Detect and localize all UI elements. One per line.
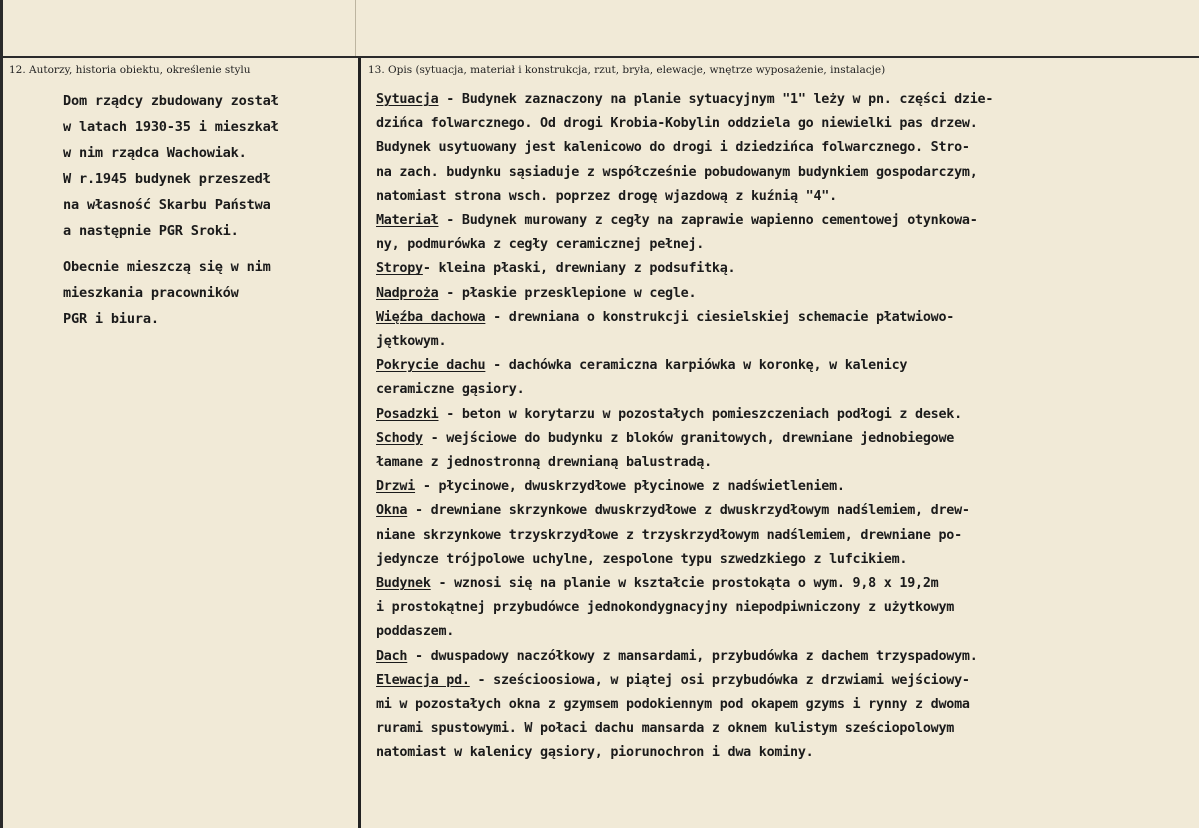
section-12-header: 12. Autorzy, historia obiektu, określenie stylu — [9, 64, 251, 76]
history-line: Obecnie mieszczą się w nim — [63, 259, 271, 275]
description-body: - drewniane skrzynkowe dwuskrzydłowe z dwuskrzydłowym nadślemiem, drew- — [407, 503, 970, 519]
section-label: Schody — [376, 430, 423, 446]
description-body: - kleina płaski, drewniany z podsufitką. — [422, 261, 736, 277]
section-label: Pokrycie dachu — [376, 358, 486, 374]
description-body: na zach. budynku sąsiaduje z współcześnie pobudowanym budynkiem gospodarczym, — [376, 164, 978, 180]
description-body: rurami spustowymi. W połaci dachu mansarda z oknem kulistym sześciopolowym — [376, 721, 955, 737]
section-label: Więźba dachowa — [376, 309, 486, 325]
description-line — [376, 717, 1166, 741]
section-label: Drzwi — [376, 479, 416, 495]
section-label: Stropy — [376, 261, 423, 277]
top-divider-tick — [355, 0, 356, 57]
header-rule — [0, 56, 1199, 58]
description-line — [376, 306, 1166, 330]
description-body: - beton w korytarzu w pozostałych pomieszczeniach podłogi z desek. — [438, 406, 962, 422]
description-line — [376, 257, 1166, 281]
history-line: a następnie PGR Sroki. — [63, 223, 239, 239]
section-label: Okna — [376, 503, 408, 519]
description-body: ceramiczne gąsiory. — [376, 382, 525, 398]
section-label: Sytuacja — [376, 92, 439, 107]
description-body: - Budynek zaznaczony na planie sytuacyjnym "1" leży w pn. części dzie- — [438, 92, 994, 107]
section-13-header: 13. Opis (sytuacja, materiał i konstrukcja, rzut, bryła, elewacje, wnętrze wyposażenie, instalacje) — [368, 64, 886, 76]
description-line — [376, 330, 1166, 354]
description-line — [376, 693, 1166, 717]
history-line: W r.1945 budynek przeszedł — [63, 171, 271, 187]
history-line: PGR i biura. — [63, 311, 159, 327]
section-label: Nadproża — [376, 285, 439, 301]
history-paragraph-2 — [63, 254, 348, 332]
history-text — [63, 88, 348, 332]
section-label: Posadzki — [376, 406, 439, 422]
description-body: łamane z jednostronną drewnianą balustradą. — [376, 455, 712, 471]
description-body: natomiast w kalenicy gąsiory, piorunochron i dwa kominy. — [376, 745, 814, 761]
description-line — [376, 354, 1166, 378]
history-paragraph-1 — [63, 88, 348, 244]
description-line — [376, 620, 1166, 644]
description-line — [376, 282, 1166, 306]
description-body: jętkowym. — [376, 334, 447, 350]
history-line: na własność Skarbu Państwa — [63, 197, 271, 213]
description-body: - Budynek murowany z cegły na zaprawie wapienno cementowej otynkowa- — [438, 213, 978, 229]
description-body: - wznosi się na planie w kształcie prostokąta o wym. 9,8 x 19,2m — [430, 576, 939, 592]
description-line — [376, 378, 1166, 402]
description-line — [376, 475, 1166, 499]
description-line — [376, 427, 1166, 451]
description-body: mi w pozostałych okna z gzymsem podokiennym pod okapem gzyms i rynny z dwoma — [376, 697, 970, 713]
description-line — [376, 88, 1166, 112]
description-line — [376, 136, 1166, 160]
section-label: Materiał — [376, 213, 439, 229]
description-body: ny, podmurówka z cegły ceramicznej pełnej. — [376, 237, 705, 253]
description-line — [376, 572, 1166, 596]
description-body: - płycinowe, dwuskrzydłowe płycinowe z nadświetleniem. — [415, 479, 845, 495]
description-body: - płaskie przesklepione w cegle. — [438, 285, 697, 301]
description-line — [376, 161, 1166, 185]
description-body: Budynek usytuowany jest kalenicowo do drogi i dziedzińca folwarcznego. Stro- — [376, 140, 970, 156]
history-line: mieszkania pracowników — [63, 285, 239, 301]
description-body: - wejściowe do budynku z bloków granitowych, drewniane jednobiegowe — [422, 430, 955, 446]
description-body: dzińca folwarcznego. Od drogi Krobia-Kobylin oddziela go niewielki pas drzew. — [376, 116, 978, 132]
description-body: poddaszem. — [376, 624, 455, 640]
description-line — [376, 645, 1166, 669]
description-body: - dachówka ceramiczna karpiówka w koronkę, w kalenicy — [485, 358, 908, 374]
section-label: Elewacja pd. — [376, 672, 470, 688]
description-line — [376, 499, 1166, 523]
description-body: natomiast strona wsch. poprzez drogę wjazdową z kuźnią "4". — [376, 188, 837, 204]
card-left-edge — [0, 0, 3, 828]
description-line — [376, 209, 1166, 233]
history-line: w latach 1930-35 i mieszkał — [63, 119, 279, 135]
description-line — [376, 741, 1166, 765]
description-line — [376, 112, 1166, 136]
description-line — [376, 596, 1166, 620]
section-label: Budynek — [376, 576, 431, 592]
history-line: w nim rządca Wachowiak. — [63, 145, 247, 161]
description-body: jedyncze trójpolowe uchylne, zespolone typu szwedzkiego z lufcikiem. — [376, 551, 908, 567]
description-line — [376, 669, 1166, 693]
history-line: Dom rządcy zbudowany został — [63, 93, 279, 109]
description-line — [376, 451, 1166, 475]
description-line — [376, 524, 1166, 548]
column-divider — [358, 58, 361, 828]
section-label: Dach — [376, 648, 408, 664]
description-line — [376, 233, 1166, 257]
description-body: - dwuspadowy naczółkowy z mansardami, przybudówka z dachem trzyspadowym. — [407, 648, 978, 664]
description-body: - sześcioosiowa, w piątej osi przybudówka z drzwiami wejściowy- — [469, 672, 970, 688]
description-line — [376, 185, 1166, 209]
description-line — [376, 403, 1166, 427]
description-body: - drewniana o konstrukcji ciesielskiej schemacie płatwiowo- — [485, 309, 955, 325]
description-text — [376, 88, 1166, 766]
description-body: niane skrzynkowe trzyskrzydłowe z trzyskrzydłowym nadślemiem, drewniane po- — [376, 527, 962, 543]
description-line — [376, 548, 1166, 572]
description-body: i prostokątnej przybudówce jednokondygnacyjny niepodpiwniczony z użytkowym — [376, 600, 955, 616]
